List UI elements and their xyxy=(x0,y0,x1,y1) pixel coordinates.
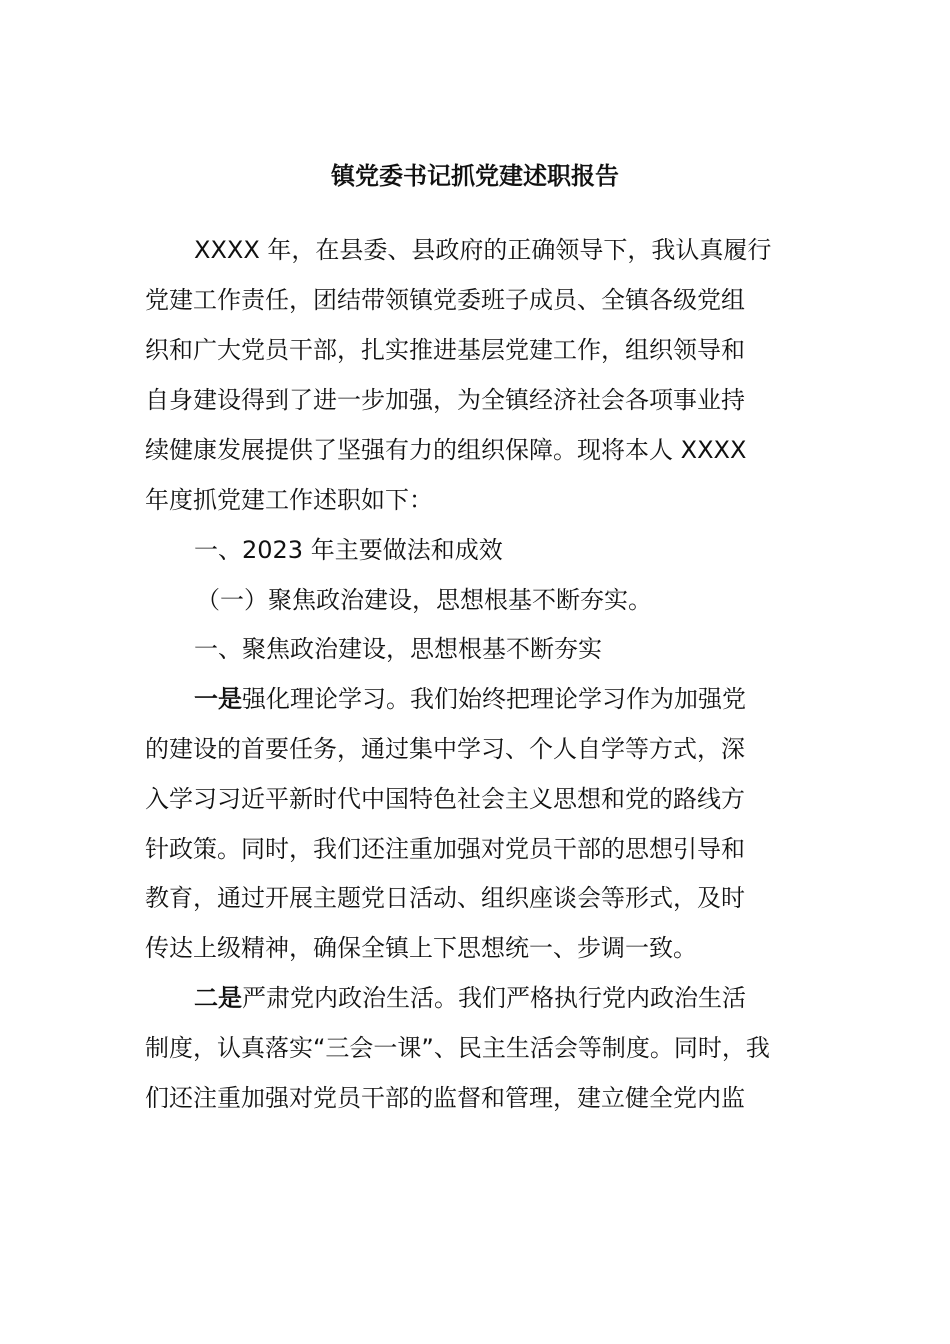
paragraph-line: 传达上级精神，确保全镇上下思想统一、步调一致。 xyxy=(145,934,697,962)
lead-label: 一是 xyxy=(194,685,242,713)
subsection-heading: 一、聚焦政治建设，思想根基不断夯实 xyxy=(194,635,602,663)
paragraph-line: 的建设的首要任务，通过集中学习、个人自学等方式，深 xyxy=(145,735,745,763)
paragraph-text: 严肃党内政治生活。我们严格执行党内政治生活 xyxy=(242,984,746,1012)
paragraph-text: 强化理论学习。我们始终把理论学习作为加强党 xyxy=(242,685,746,713)
subsection-heading: （一）聚焦政治建设，思想根基不断夯实。 xyxy=(196,586,652,614)
paragraph-line: 针政策。同时，我们还注重加强对党员干部的思想引导和 xyxy=(145,835,745,863)
paragraph-line: 党建工作责任，团结带领镇党委班子成员、全镇各级党组 xyxy=(145,286,745,314)
paragraph-line: 制度，认真落实“三会一课”、民主生活会等制度。同时，我 xyxy=(145,1034,770,1062)
paragraph-line: XXXX 年，在县委、县政府的正确领导下，我认真履行 xyxy=(194,236,772,264)
paragraph-line: 入学习习近平新时代中国特色社会主义思想和党的路线方 xyxy=(145,785,745,813)
section-heading: 一、2023 年主要做法和成效 xyxy=(194,536,503,564)
lead-label: 二是 xyxy=(194,984,242,1012)
document-title: 镇党委书记抓党建述职报告 xyxy=(331,162,619,190)
paragraph-line: 自身建设得到了进一步加强，为全镇经济社会各项事业持 xyxy=(145,386,745,414)
paragraph-line: 续健康发展提供了坚强有力的组织保障。现将本人 XXXX xyxy=(145,436,747,464)
paragraph-line: 年度抓党建工作述职如下： xyxy=(145,486,433,514)
paragraph-line: 教育，通过开展主题党日活动、组织座谈会等形式，及时 xyxy=(145,884,745,912)
paragraph-line: 们还注重加强对党员干部的监督和管理，建立健全党内监 xyxy=(145,1084,745,1112)
paragraph-line xyxy=(194,682,746,716)
paragraph-line xyxy=(194,981,746,1015)
paragraph-line: 织和广大党员干部，扎实推进基层党建工作，组织领导和 xyxy=(145,336,745,364)
